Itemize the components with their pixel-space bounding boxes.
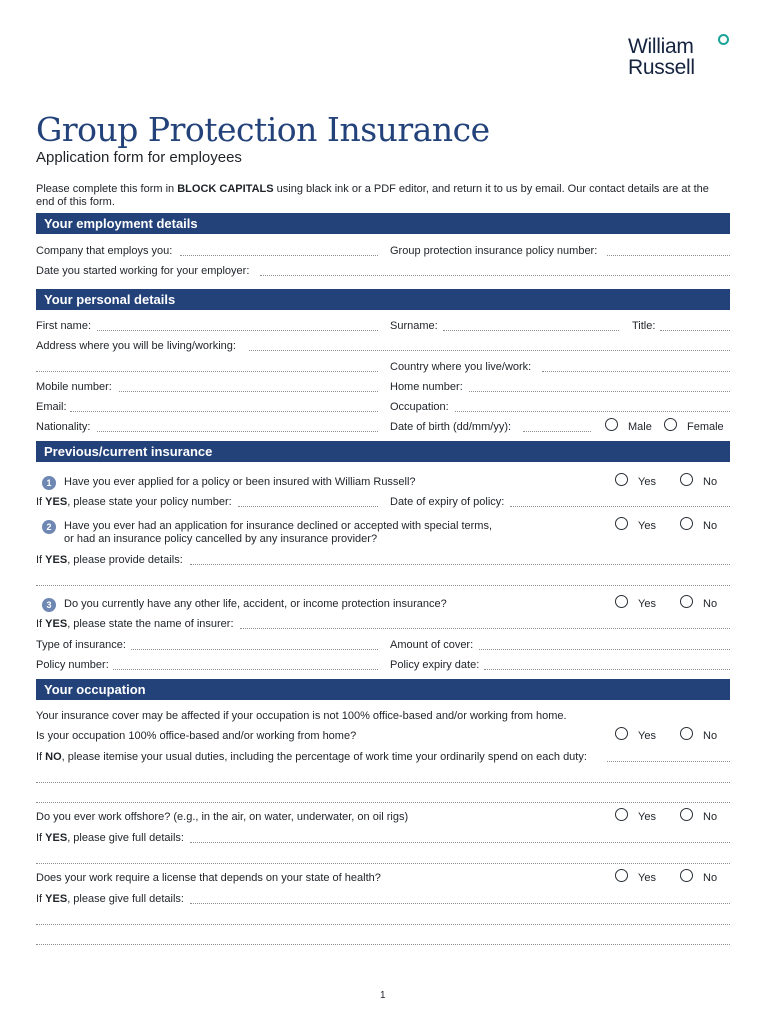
ins-q1-expiry-label: Date of expiry of policy: xyxy=(390,496,505,508)
occ-q1-duties-field-1[interactable] xyxy=(607,761,730,762)
male-radio[interactable] xyxy=(605,418,618,431)
ins-q2-details-field-2[interactable] xyxy=(36,585,730,586)
occ-q3-details-field-3[interactable] xyxy=(36,944,730,945)
surname-field[interactable] xyxy=(443,330,619,331)
occupation-note: Your insurance cover may be affected if your occupation is not 100% office-based and/or working from home. xyxy=(36,710,567,722)
ins-q1-if-pre: If xyxy=(36,496,46,508)
occ-q2-yes-radio[interactable] xyxy=(615,808,628,821)
company-label: Company that employs you: xyxy=(36,245,173,257)
first-name-field[interactable] xyxy=(97,330,378,331)
ins-q2-yes-label: Yes xyxy=(638,520,656,532)
question-number-1-icon: 1 xyxy=(42,476,56,490)
occ-q2-details-field-1[interactable] xyxy=(190,842,730,843)
title-label: Title: xyxy=(632,320,656,332)
ins-q1-yes-radio[interactable] xyxy=(615,473,628,486)
ins-q2-if-post: , please provide details: xyxy=(67,554,183,566)
occ-q3-if-post: , please give full details: xyxy=(67,893,184,905)
ins-q3-text: Do you currently have any other life, accident, or income protection insurance? xyxy=(64,598,447,610)
type-of-insurance-label: Type of insurance: xyxy=(36,639,126,651)
occupation-label: Occupation: xyxy=(390,401,449,413)
policy-expiry-field[interactable] xyxy=(484,669,730,670)
occ-q1-no-radio[interactable] xyxy=(680,727,693,740)
ins-q3-insurer-field[interactable] xyxy=(240,628,730,629)
intro-post: using black ink or a PDF editor, and return it to us by email. Our contact details are at the end of this form. xyxy=(36,183,709,208)
ins-q1-if-post: , please state your policy number: xyxy=(67,496,232,508)
group-policy-number-field[interactable] xyxy=(607,255,730,256)
dob-label: Date of birth (dd/mm/yy): xyxy=(390,421,512,433)
intro-bold: BLOCK CAPITALS xyxy=(177,183,274,195)
question-number-3-icon: 3 xyxy=(42,598,56,612)
occ-q1-if-post: , please itemise your usual duties, including the percentage of work time your ordinarily spend on each duty: xyxy=(61,751,587,763)
section-personal-heading: Your personal details xyxy=(36,289,730,310)
occ-q3-text: Does your work require a license that depends on your state of health? xyxy=(36,872,381,884)
occ-q1-yes-label: Yes xyxy=(638,730,656,742)
intro-text xyxy=(36,183,726,209)
question-number-2-icon: 2 xyxy=(42,520,56,534)
ins-q2-if-label xyxy=(36,554,183,567)
occ-q1-if-bold: NO xyxy=(45,751,62,763)
occ-q2-details-field-2[interactable] xyxy=(36,863,730,864)
ins-q1-if-bold: YES xyxy=(45,496,68,508)
ins-q1-if-label xyxy=(36,496,232,509)
country-field[interactable] xyxy=(542,371,730,372)
ins-q1-no-label: No xyxy=(703,476,718,488)
mobile-label: Mobile number: xyxy=(36,381,112,393)
address-label: Address where you will be living/working: xyxy=(36,340,236,352)
occ-q2-if-label xyxy=(36,832,184,845)
occ-q1-if-label xyxy=(36,751,587,764)
ins-q3-no-radio[interactable] xyxy=(680,595,693,608)
occ-q3-if-pre: If xyxy=(36,893,46,905)
female-radio[interactable] xyxy=(664,418,677,431)
occ-q2-yes-label: Yes xyxy=(638,811,656,823)
ins-q1-policy-number-field[interactable] xyxy=(238,506,378,507)
ins-q2-line-2: or had an insurance policy cancelled by any insurance provider? xyxy=(64,533,378,545)
group-policy-number-label: Group protection insurance policy number: xyxy=(390,245,598,257)
male-label: Male xyxy=(628,421,652,433)
ins-q2-line-1: Have you ever had an application for insurance declined or accepted with special terms, xyxy=(64,520,493,532)
ins-q2-no-label: No xyxy=(703,520,718,532)
ins-q3-yes-label: Yes xyxy=(638,598,656,610)
occ-q1-if-pre: If xyxy=(36,751,46,763)
occ-q3-yes-radio[interactable] xyxy=(615,869,628,882)
occ-q2-no-radio[interactable] xyxy=(680,808,693,821)
occ-q2-text: Do you ever work offshore? (e.g., in the air, on water, underwater, on oil rigs) xyxy=(36,811,409,823)
nationality-field[interactable] xyxy=(97,431,378,432)
policy-expiry-label: Policy expiry date: xyxy=(390,659,480,671)
ins-q3-no-label: No xyxy=(703,598,718,610)
policy-number-label: Policy number: xyxy=(36,659,109,671)
occupation-field[interactable] xyxy=(455,411,730,412)
occ-q3-if-label xyxy=(36,893,184,906)
brand-line-2: Russell xyxy=(628,56,695,79)
country-label: Country where you live/work: xyxy=(390,361,532,373)
page-title: Group Protection Insurance xyxy=(36,110,490,149)
policy-number-field[interactable] xyxy=(113,669,378,670)
dob-field[interactable] xyxy=(523,431,591,432)
occ-q2-if-bold: YES xyxy=(45,832,68,844)
ins-q1-no-radio[interactable] xyxy=(680,473,693,486)
occ-q2-no-label: No xyxy=(703,811,718,823)
ins-q1-yes-label: Yes xyxy=(638,476,656,488)
occ-q3-if-bold: YES xyxy=(45,893,68,905)
occ-q1-duties-field-3[interactable] xyxy=(36,802,730,803)
address-field-line-1[interactable] xyxy=(249,350,730,351)
amount-of-cover-label: Amount of cover: xyxy=(390,639,474,651)
type-of-insurance-field[interactable] xyxy=(131,649,378,650)
occ-q3-yes-label: Yes xyxy=(638,872,656,884)
amount-of-cover-field[interactable] xyxy=(479,649,730,650)
occ-q1-duties-field-2[interactable] xyxy=(36,782,730,783)
start-date-label: Date you started working for your employer: xyxy=(36,265,250,277)
start-date-field[interactable] xyxy=(260,275,730,276)
mobile-field[interactable] xyxy=(119,391,378,392)
company-field[interactable] xyxy=(180,255,378,256)
brand-line-1: William xyxy=(628,35,694,58)
section-insurance-heading: Previous/current insurance xyxy=(36,441,730,462)
occ-q3-no-radio[interactable] xyxy=(680,869,693,882)
email-field[interactable] xyxy=(70,411,378,412)
ins-q1-text: Have you ever applied for a policy or been insured with William Russell? xyxy=(64,476,416,488)
intro-pre: Please complete this form in xyxy=(36,183,178,195)
ins-q2-if-pre: If xyxy=(36,554,46,566)
home-number-label: Home number: xyxy=(390,381,463,393)
first-name-label: First name: xyxy=(36,320,92,332)
ins-q2-details-field-1[interactable] xyxy=(190,564,730,565)
ins-q3-if-pre: If xyxy=(36,618,46,630)
ins-q2-yes-radio[interactable] xyxy=(615,517,628,530)
ins-q2-if-bold: YES xyxy=(45,554,68,566)
occ-q1-text: Is your occupation 100% office-based and/or working from home? xyxy=(36,730,357,742)
occ-q3-details-field-2[interactable] xyxy=(36,924,730,925)
page-number: 1 xyxy=(380,990,386,1001)
address-field-line-2[interactable] xyxy=(36,371,378,372)
ins-q3-if-label xyxy=(36,618,234,631)
ins-q3-if-bold: YES xyxy=(45,618,68,630)
occ-q2-if-post: , please give full details: xyxy=(67,832,184,844)
nationality-label: Nationality: xyxy=(36,421,91,433)
ins-q3-yes-radio[interactable] xyxy=(615,595,628,608)
brand-logo xyxy=(628,36,695,78)
ins-q2-no-radio[interactable] xyxy=(680,517,693,530)
section-employment-heading: Your employment details xyxy=(36,213,730,234)
section-occupation-heading: Your occupation xyxy=(36,679,730,700)
ins-q1-expiry-field[interactable] xyxy=(510,506,730,507)
title-field[interactable] xyxy=(660,330,730,331)
occ-q1-no-label: No xyxy=(703,730,718,742)
surname-label: Surname: xyxy=(390,320,438,332)
home-number-field[interactable] xyxy=(469,391,730,392)
brand-logo-dot-icon xyxy=(718,34,729,45)
page-subtitle: Application form for employees xyxy=(36,149,242,166)
ins-q3-if-post: , please state the name of insurer: xyxy=(67,618,234,630)
occ-q3-details-field-1[interactable] xyxy=(190,903,730,904)
email-label: Email: xyxy=(36,401,67,413)
occ-q3-no-label: No xyxy=(703,872,718,884)
occ-q2-if-pre: If xyxy=(36,832,46,844)
female-label: Female xyxy=(687,421,724,433)
occ-q1-yes-radio[interactable] xyxy=(615,727,628,740)
